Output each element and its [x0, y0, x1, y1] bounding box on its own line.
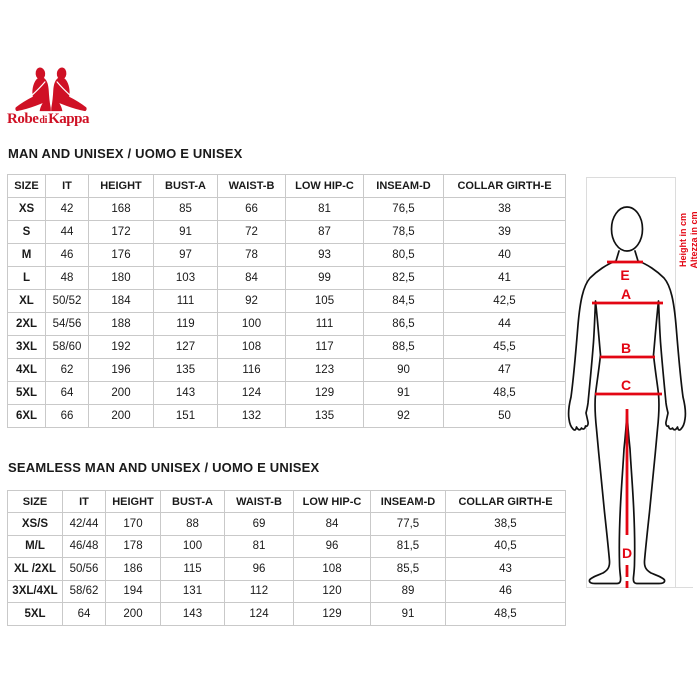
size-cell: 5XL	[8, 382, 46, 405]
value-cell: 194	[106, 580, 161, 603]
value-cell: 78,5	[364, 221, 444, 244]
height-axis-label-en: Height in cm	[678, 212, 688, 268]
value-cell: 124	[225, 603, 294, 626]
value-cell: 92	[218, 290, 286, 313]
value-cell: 96	[225, 558, 294, 581]
value-cell: 119	[154, 313, 218, 336]
value-cell: 186	[106, 558, 161, 581]
value-cell: 66	[46, 405, 89, 428]
value-cell: 81	[225, 535, 294, 558]
value-cell: 170	[106, 513, 161, 536]
brand-word-robe: Robe	[7, 111, 39, 127]
value-cell: 178	[106, 535, 161, 558]
column-header: SIZE	[8, 491, 63, 513]
body-measurement-figure	[565, 177, 700, 597]
value-cell: 91	[154, 221, 218, 244]
value-cell: 84	[294, 513, 371, 536]
value-cell: 84	[218, 267, 286, 290]
head-outline	[612, 207, 643, 251]
value-cell: 42/44	[63, 513, 106, 536]
value-cell: 93	[286, 244, 364, 267]
value-cell: 85,5	[371, 558, 446, 581]
value-cell: 39	[444, 221, 566, 244]
value-cell: 135	[286, 405, 364, 428]
value-cell: 64	[46, 382, 89, 405]
value-cell: 86,5	[364, 313, 444, 336]
value-cell: 143	[154, 382, 218, 405]
table-row	[8, 382, 566, 405]
collar-label: E	[620, 267, 630, 283]
column-header: INSEAM-D	[364, 175, 444, 198]
value-cell: 111	[286, 313, 364, 336]
value-cell: 58/62	[63, 580, 106, 603]
value-cell: 103	[154, 267, 218, 290]
table-row	[8, 558, 566, 581]
value-cell: 40,5	[446, 535, 566, 558]
kappa-logo-icon	[13, 66, 89, 113]
size-cell: XL	[8, 290, 46, 313]
column-header: LOW HIP-C	[286, 175, 364, 198]
table-header-row	[8, 491, 566, 513]
size-table-man	[7, 174, 566, 428]
value-cell: 151	[154, 405, 218, 428]
height-axis-label-it: Altezza in cm	[689, 211, 699, 269]
value-cell: 192	[89, 336, 154, 359]
value-cell: 168	[89, 198, 154, 221]
value-cell: 48,5	[446, 603, 566, 626]
value-cell: 100	[218, 313, 286, 336]
value-cell: 184	[89, 290, 154, 313]
value-cell: 129	[294, 603, 371, 626]
value-cell: 42,5	[444, 290, 566, 313]
value-cell: 111	[154, 290, 218, 313]
value-cell: 88,5	[364, 336, 444, 359]
size-cell: S	[8, 221, 46, 244]
value-cell: 85	[154, 198, 218, 221]
value-cell: 81,5	[371, 535, 446, 558]
value-cell: 44	[444, 313, 566, 336]
value-cell: 129	[286, 382, 364, 405]
table-row	[8, 290, 566, 313]
value-cell: 38	[444, 198, 566, 221]
value-cell: 48,5	[444, 382, 566, 405]
size-table-seamless	[7, 490, 566, 626]
brand-word-di: di	[39, 115, 48, 126]
value-cell: 99	[286, 267, 364, 290]
column-header: BUST-A	[154, 175, 218, 198]
size-cell: XS/S	[8, 513, 63, 536]
man-unisex-title: MAN AND UNISEX / UOMO E UNISEX	[8, 146, 243, 161]
value-cell: 78	[218, 244, 286, 267]
table-row	[8, 603, 566, 626]
bust-label: A	[620, 286, 632, 302]
value-cell: 100	[161, 535, 225, 558]
table-row	[8, 267, 566, 290]
value-cell: 38,5	[446, 513, 566, 536]
value-cell: 188	[89, 313, 154, 336]
value-cell: 69	[225, 513, 294, 536]
value-cell: 123	[286, 359, 364, 382]
value-cell: 81	[286, 198, 364, 221]
value-cell: 43	[446, 558, 566, 581]
size-cell: 4XL	[8, 359, 46, 382]
value-cell: 117	[286, 336, 364, 359]
value-cell: 108	[218, 336, 286, 359]
column-header: LOW HIP-C	[294, 491, 371, 513]
value-cell: 50/56	[63, 558, 106, 581]
value-cell: 77,5	[371, 513, 446, 536]
table-row	[8, 580, 566, 603]
value-cell: 54/56	[46, 313, 89, 336]
value-cell: 72	[218, 221, 286, 244]
brand-wordmark	[4, 111, 92, 129]
value-cell: 143	[161, 603, 225, 626]
value-cell: 47	[444, 359, 566, 382]
value-cell: 112	[225, 580, 294, 603]
column-header: IT	[46, 175, 89, 198]
size-cell: 6XL	[8, 405, 46, 428]
waist-label: B	[620, 340, 632, 356]
size-cell: L	[8, 267, 46, 290]
table-row	[8, 336, 566, 359]
table-row	[8, 198, 566, 221]
size-cell: 5XL	[8, 603, 63, 626]
column-header: SIZE	[8, 175, 46, 198]
value-cell: 105	[286, 290, 364, 313]
value-cell: 97	[154, 244, 218, 267]
value-cell: 200	[89, 405, 154, 428]
size-cell: M	[8, 244, 46, 267]
table-row	[8, 221, 566, 244]
value-cell: 90	[364, 359, 444, 382]
size-cell: XL /2XL	[8, 558, 63, 581]
value-cell: 131	[161, 580, 225, 603]
value-cell: 89	[371, 580, 446, 603]
value-cell: 82,5	[364, 267, 444, 290]
value-cell: 40	[444, 244, 566, 267]
value-cell: 45,5	[444, 336, 566, 359]
value-cell: 91	[364, 382, 444, 405]
value-cell: 92	[364, 405, 444, 428]
column-header: WAIST-B	[218, 175, 286, 198]
value-cell: 88	[161, 513, 225, 536]
value-cell: 127	[154, 336, 218, 359]
column-header: BUST-A	[161, 491, 225, 513]
value-cell: 96	[294, 535, 371, 558]
hip-label: C	[620, 377, 632, 393]
size-cell: 2XL	[8, 313, 46, 336]
value-cell: 196	[89, 359, 154, 382]
value-cell: 120	[294, 580, 371, 603]
value-cell: 42	[46, 198, 89, 221]
value-cell: 116	[218, 359, 286, 382]
column-header: COLLAR GIRTH-E	[446, 491, 566, 513]
value-cell: 48	[46, 267, 89, 290]
table-row	[8, 313, 566, 336]
value-cell: 176	[89, 244, 154, 267]
value-cell: 124	[218, 382, 286, 405]
value-cell: 58/60	[46, 336, 89, 359]
column-header: WAIST-B	[225, 491, 294, 513]
inseam-label: D	[621, 545, 633, 561]
brand-word-kappa: Kappa	[48, 111, 89, 127]
value-cell: 80,5	[364, 244, 444, 267]
size-cell: M/L	[8, 535, 63, 558]
value-cell: 66	[218, 198, 286, 221]
value-cell: 135	[154, 359, 218, 382]
value-cell: 84,5	[364, 290, 444, 313]
value-cell: 46/48	[63, 535, 106, 558]
column-header: HEIGHT	[106, 491, 161, 513]
table-row	[8, 244, 566, 267]
column-header: HEIGHT	[89, 175, 154, 198]
column-header: COLLAR GIRTH-E	[444, 175, 566, 198]
value-cell: 46	[46, 244, 89, 267]
value-cell: 180	[89, 267, 154, 290]
size-cell: XS	[8, 198, 46, 221]
value-cell: 50	[444, 405, 566, 428]
value-cell: 44	[46, 221, 89, 244]
table-row	[8, 405, 566, 428]
column-header: INSEAM-D	[371, 491, 446, 513]
value-cell: 108	[294, 558, 371, 581]
table-row	[8, 535, 566, 558]
value-cell: 172	[89, 221, 154, 244]
value-cell: 46	[446, 580, 566, 603]
size-cell: 3XL/4XL	[8, 580, 63, 603]
value-cell: 76,5	[364, 198, 444, 221]
value-cell: 91	[371, 603, 446, 626]
value-cell: 50/52	[46, 290, 89, 313]
value-cell: 41	[444, 267, 566, 290]
value-cell: 62	[46, 359, 89, 382]
value-cell: 200	[106, 603, 161, 626]
value-cell: 132	[218, 405, 286, 428]
table-row	[8, 359, 566, 382]
seamless-title: SEAMLESS MAN AND UNISEX / UOMO E UNISEX	[8, 460, 320, 475]
table-header-row	[8, 175, 566, 198]
value-cell: 64	[63, 603, 106, 626]
column-header: IT	[63, 491, 106, 513]
value-cell: 87	[286, 221, 364, 244]
table-row	[8, 513, 566, 536]
value-cell: 115	[161, 558, 225, 581]
size-cell: 3XL	[8, 336, 46, 359]
value-cell: 200	[89, 382, 154, 405]
